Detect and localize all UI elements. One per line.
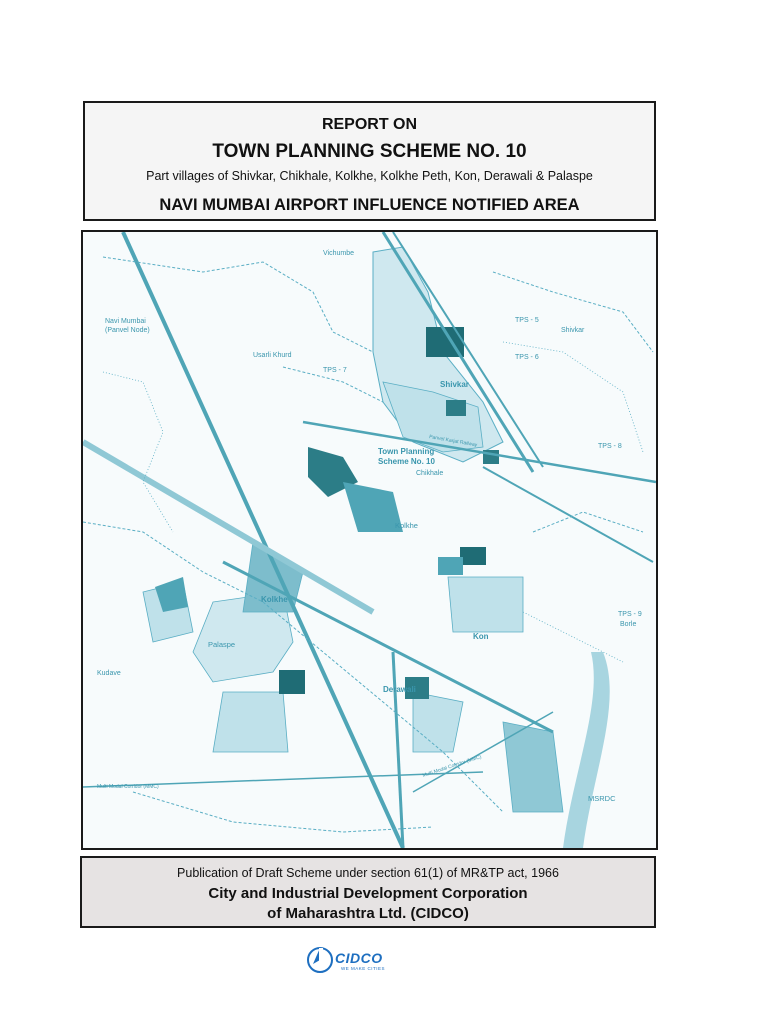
- publication-note: Publication of Draft Scheme under section 61(1) of MR&TP act, 1966: [177, 866, 559, 880]
- map-label-kolkhe-mid: Kolkhe: [395, 521, 418, 530]
- map-label-scheme-line1: Town Planning: [378, 447, 435, 456]
- corporation-name-line2: of Maharashtra Ltd. (CIDCO): [267, 905, 469, 922]
- map-label-kon: Kon: [473, 632, 489, 641]
- map-label-palaspe: Palaspe: [208, 640, 236, 649]
- map-label-borle: Borle: [620, 621, 637, 628]
- publication-box: [80, 856, 656, 928]
- map-label-panvel-karjat: Panvel Karjat Railway: [428, 434, 478, 449]
- map-label-tps9: TPS - 9: [618, 611, 642, 618]
- map-label-shivkar: Shivkar: [440, 380, 469, 389]
- map-label-tps7: TPS - 7: [323, 367, 347, 374]
- cidco-logo: [305, 942, 401, 976]
- map-drawing: [83, 232, 656, 848]
- map-label-usarli: Usarli Khurd: [253, 352, 292, 359]
- map-label-kudave: Kudave: [97, 670, 121, 677]
- map-label-derawali: Derawali: [383, 685, 416, 694]
- map-label-msrdc: MSRDC: [588, 794, 616, 803]
- scheme-map: [81, 230, 658, 850]
- map-label-scheme-line2: Scheme No. 10: [378, 457, 435, 466]
- cidco-logo-tagline: WE MAKE CITIES: [341, 966, 386, 971]
- map-label-chikhale: Chikhale: [416, 470, 444, 477]
- cidco-logo-wordmark: CIDCO: [335, 950, 383, 966]
- map-label-navi-mumbai: Navi Mumbai: [105, 318, 146, 325]
- map-label-tps5: TPS - 5: [515, 317, 539, 324]
- map-label-mmc-right: Multi Modal Corridor (MMC): [421, 754, 483, 779]
- scheme-title: TOWN PLANNING SCHEME NO. 10: [212, 141, 527, 162]
- map-label-shivkar-top: Shivkar: [561, 327, 585, 334]
- map-label-panvel-node: (Panvel Node): [105, 327, 150, 334]
- map-label-vichumbe: Vichumbe: [323, 250, 355, 257]
- report-on-heading: REPORT ON: [321, 116, 418, 133]
- notified-area-heading: NAVI MUMBAI AIRPORT INFLUENCE NOTIFIED AREA: [159, 196, 580, 214]
- map-label-tps6: TPS - 6: [515, 354, 539, 361]
- report-title-box: [83, 101, 656, 221]
- map-label-kolkhe: Kolkhe: [261, 595, 288, 604]
- corporation-name: City and Industrial Development Corporation: [208, 885, 528, 902]
- map-label-mmc-left: Multi Modal Corridor (MMC): [97, 784, 159, 790]
- villages-subtitle: Part villages of Shivkar, Chikhale, Kolkhe, Kolkhe Peth, Kon, Derawali & Palaspe: [146, 169, 593, 183]
- map-label-tps8: TPS - 8: [598, 443, 622, 450]
- cidco-emblem-icon: [305, 942, 335, 976]
